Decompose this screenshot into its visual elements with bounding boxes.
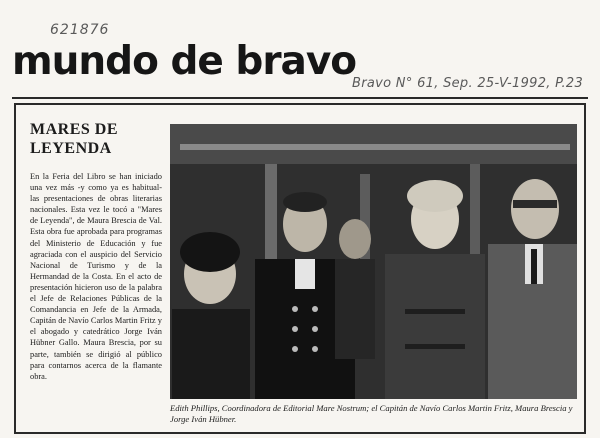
source-note-handwritten: Bravo N° 61, Sep. 25-V-1992, P.23 [352, 76, 584, 91]
article-headline: MARES DE LEYENDA [30, 121, 119, 157]
photo-caption: Edith Phillips, Coordinadora de Editorial Mare Nostrum; el Capitán de Navío Carlos Martin Fritz, Maura Brescia y Jorge Iván Hübner. [170, 403, 573, 424]
masthead-rule [12, 97, 588, 99]
section-masthead: mundo de bravo [12, 39, 357, 84]
group-photo-illustration [170, 124, 577, 399]
archive-number-handwritten: 621876 [50, 22, 110, 38]
article-body: En la Feria del Libro se han iniciado una vez más -y como ya es habitual- las presentaciones de obras literarias nacionales. Esta vez le tocó a "Mares de Leyenda", de Maura Brescia de Val. Esta obra fue aprobada para programas del Ministerio de Educación y fue agraciada con el auspicio del Servicio Nacional de Turismo y de la Hermandad de la Costa. En el acto de presentación hicieron uso de la palabra el Jefe de Relaciones Públicas de la Comandancia en Jefe de la Armada, Capitán de Navío Carlos Martin Fritz y el abogado y catedrático Jorge Iván Hübner Gallo. Maura Brescia, por su parte, también se dirigió al público para contarnos acerca de la flamante obra. [30, 172, 162, 381]
group-photo [170, 124, 577, 399]
